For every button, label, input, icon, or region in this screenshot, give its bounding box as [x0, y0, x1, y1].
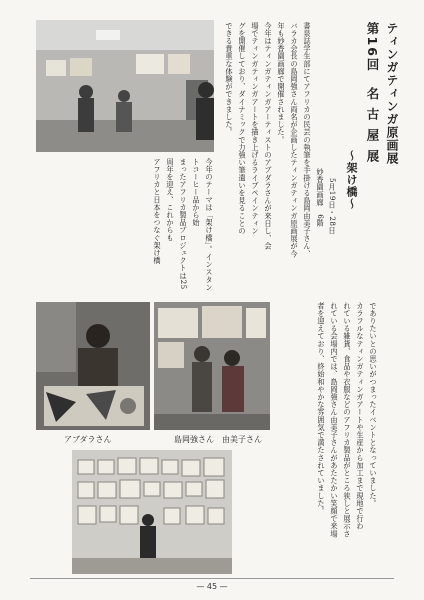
- text-line: 年も妙香園画廊で開催されました。: [277, 22, 286, 144]
- text-line: 者を迎えており、終始和やかな雰囲気で満たされていました。: [317, 302, 326, 515]
- text-line: まったアフリカ製品プロジェクトは25周年を迎え、これからも: [166, 158, 188, 290]
- text-line: 書泉誌学生部にてアフリカの民芸の執筆を手掛ける島岡由美子さん、: [303, 22, 312, 258]
- text-line: カラフルなティンガティンガアートや生産から加工まで現地で行わ: [356, 302, 365, 530]
- exhibition-dates: 5月19日・28日: [328, 178, 337, 235]
- exhibition-venue: 妙香園画廊 6階: [316, 168, 325, 227]
- shimaoka-couple-photo: [154, 302, 270, 430]
- article-upper-text-left: [46, 158, 216, 294]
- text-line: れている雑貨、食品や衣服などのアフリカ製品がところ狭しと展示さ: [343, 302, 352, 538]
- shimaoka-caption: 島岡強さん 由美子さん: [174, 435, 262, 444]
- text-line: 場でティンガティンガアートを描き上げるライブペインティン: [251, 22, 260, 235]
- gallery-interior-photo: [36, 20, 214, 152]
- footer-rule: [30, 578, 394, 579]
- exhibition-wall-photo: [72, 450, 232, 574]
- abdallah-caption: アブダラさん: [64, 435, 112, 444]
- abdallah-photo: [36, 302, 150, 430]
- exhibition-subtitle: ～架け橋～: [345, 150, 358, 210]
- article-lower-text: [300, 302, 380, 574]
- page-number: — 45 —: [196, 582, 228, 591]
- text-line: れている会場内では、島岡強さん由美子さんがあたたかい笑顔で来場: [330, 302, 339, 538]
- text-line: 今年のテーマは「架け橋」。インスタントコーヒー品から始: [192, 158, 214, 292]
- text-line: 今年はティンガティンガアーティストのアブダラさんが来日し、会: [264, 22, 273, 250]
- article-upper-text: [218, 22, 314, 294]
- text-line: できる貴重な体験ができました。: [225, 22, 234, 136]
- exhibition-title: ティンガティンガ原画展: [385, 22, 399, 165]
- exhibition-edition: 第16回 名 古 屋 展: [365, 22, 380, 164]
- text-line: バラカ会長の島岡強さん両名が企画したティンガティンガ原画展が今: [290, 22, 299, 258]
- text-line: グを開催しており、ダイナミックで力強い筆遣いを見ることの: [238, 22, 247, 235]
- text-line: でありたいとの思いがつまったイベントとなっていました。: [369, 302, 378, 508]
- text-line: アフリカと日本をつなぐ架け橋: [153, 158, 162, 265]
